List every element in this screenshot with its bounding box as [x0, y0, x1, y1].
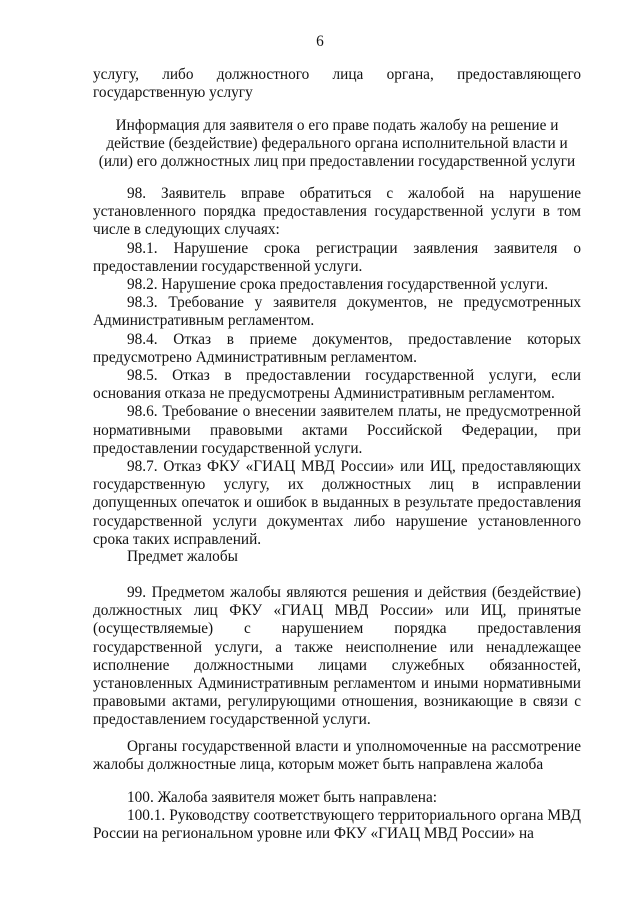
paragraph: услугу, либо должностного лица органа, предоставляющего государственную услугу [93, 66, 581, 102]
clause-98: 98. Заявитель вправе обратиться с жалобой на нарушение установленного порядка предоставления государственной услуги в том числе в следующих случаях: [93, 185, 581, 239]
section-heading-subject [93, 548, 581, 566]
section-heading-appeal-rights [93, 117, 581, 172]
clause-100: 100. Жалоба заявителя может быть направлена: [127, 789, 437, 806]
clause-98-4: 98.4. Отказ в приеме документов, предоставление которых предусмотрено Административным регламентом. [93, 330, 581, 366]
paragraph-continuation [93, 66, 581, 102]
clause-98-3: 98.3. Требование у заявителя документов, не предусмотренных Административным регламентом. [93, 294, 581, 330]
page-number: 6 [316, 33, 324, 50]
clause-100-1: 100.1. Руководству соответствующего территориального органа МВД России на региональном уровне или ФКУ «ГИАЦ МВД России» на [93, 807, 581, 843]
clause-98-1: 98.1. Нарушение срока регистрации заявления заявителя о предоставлении государственной услуги. [93, 239, 581, 275]
clause-99-block [93, 584, 581, 730]
clause-100-block [93, 789, 581, 844]
clause-98-7: 98.7. Отказ ФКУ «ГИАЦ МВД России» или ИЦ, предоставляющих государственную услугу, их должностных лиц в исправлении допущенных опечаток и ошибок в выданных в результате предоставления государственной услуги документах либо нарушение установленного срока таких исправлений. [93, 458, 581, 548]
section-heading: Информация для заявителя о его праве подать жалобу на решение и действие (бездействие) федерального органа исполнительной власти и (или) его должностных лиц при предоставлении государственной услуги [98, 117, 576, 171]
clause-list-98 [93, 185, 581, 549]
section-heading-authorities [93, 738, 581, 774]
clause-98-6: 98.6. Требование о внесении заявителем платы, не предусмотренной нормативными правовыми актами Российской Федерации, при предоставлении государственной услуги. [93, 403, 581, 457]
section-heading: Предмет жалобы [127, 548, 238, 565]
clause-99: 99. Предметом жалобы являются решения и действия (бездействие) должностных лиц ФКУ «ГИАЦ МВД России» или ИЦ, принятые (осуществляемые) с нарушением порядка предоставления государственной услуги, а также неисполнение или ненадлежащее исполнение должностными лицами служебных обязанностей, установленных Административным регламентом и иными нормативными правовыми актами, регулирующими отношения, возникающие в связи с предоставлением государственной услуги. [93, 584, 581, 729]
clause-98-2: 98.2. Нарушение срока предоставления государственной услуги. [127, 276, 549, 294]
clause-98-5: 98.5. Отказ в предоставлении государственной услуги, если основания отказа не предусмотрены Административным регламентом. [93, 367, 581, 403]
section-heading: Органы государственной власти и уполномоченные на рассмотрение жалобы должностные лица, которым может быть направлена жалоба [93, 738, 581, 774]
